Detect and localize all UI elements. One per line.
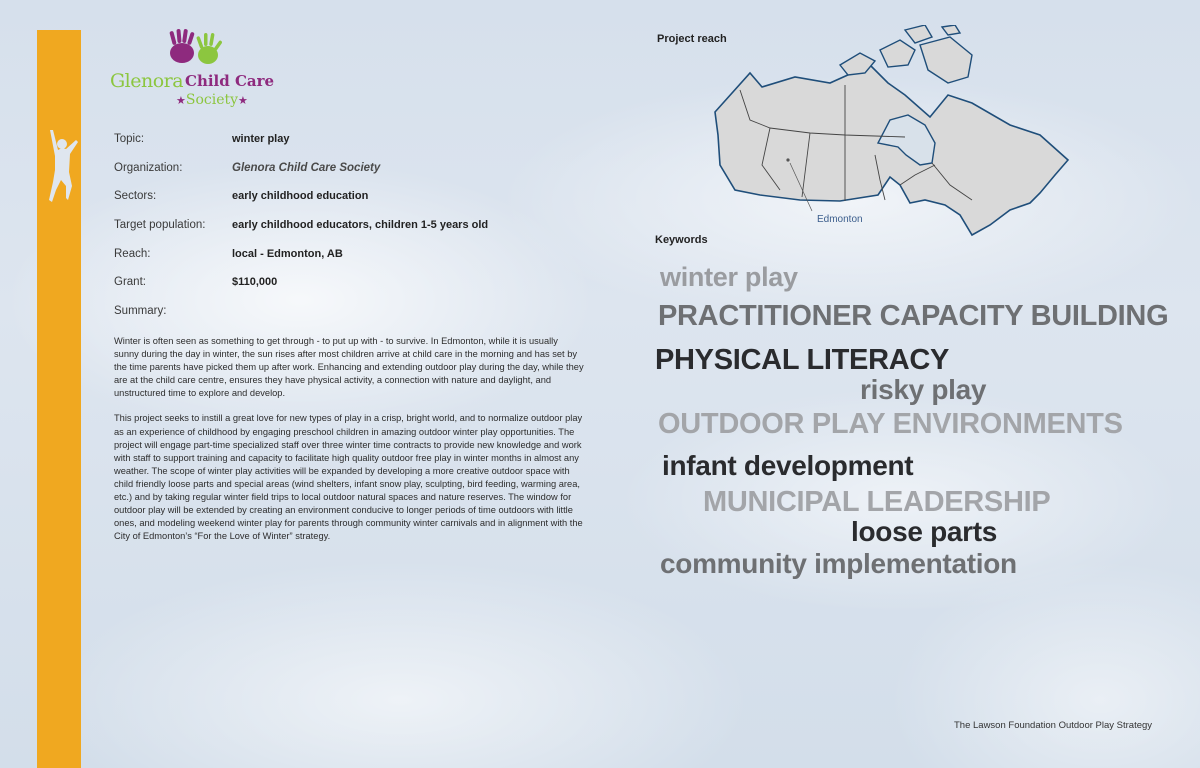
canada-mainland	[715, 65, 1068, 235]
info-row-sectors	[114, 190, 488, 219]
logo-text-child-care: Child Care	[185, 72, 275, 90]
info-value: early childhood education	[232, 190, 369, 203]
keyword-outdoor-play-environments: OUTDOOR PLAY ENVIRONMENTS	[658, 408, 1123, 440]
keyword-risky-play: risky play	[860, 374, 987, 405]
keyword-loose-parts: loose parts	[851, 516, 998, 547]
info-label: Organization:	[114, 161, 183, 174]
logo-text-society: ★Society★	[176, 92, 248, 108]
footer-text: The Lawson Foundation Outdoor Play Strategy	[954, 720, 1153, 731]
jumping-child-icon	[46, 128, 80, 212]
info-row-topic	[114, 133, 488, 162]
handprints-icon	[160, 28, 230, 68]
info-label: Grant:	[114, 276, 146, 289]
info-value: local - Edmonton, AB	[232, 247, 343, 260]
info-value: early childhood educators, children 1-5 years old	[232, 219, 489, 232]
map-label-edmonton: Edmonton	[817, 214, 863, 225]
info-label: Target population:	[114, 219, 206, 232]
keywords-heading: Keywords	[655, 234, 708, 246]
keyword-practitioner-capacity-building: PRACTITIONER CAPACITY BUILDING	[658, 300, 1169, 332]
summary-paragraph: This project seeks to instill a great love for new types of play in a crisp, bright world, and to normalize outdoor play as an experience of childhood by engaging preschool children in amazing outdoor winter play opportunities. The project will engage part-time specialized staff over three winter time contracts to provide new knowledge and work with staff to support training and capacity to facilitate high quality outdoor free play in winter months in almost any weather. The scope of winter play activities will be expanded by developing a more creative outdoor space with child friendly loose parts and special areas (wind shelters, infant snow play, sculpting, bird feeding, warming area, etc.) and by taking regular winter field trips to local outdoor natural spaces and nature reserves. The window for outdoor play will be extended by creating an environment conducive to longer periods of time outdoors with little ones, and modeling weekend winter play for parents through community winter carnivals and in alignment with the City of Edmonton’s “For the Love of Winter” strategy.	[114, 413, 583, 542]
summary-text	[114, 335, 584, 555]
keyword-physical-literacy: PHYSICAL LITERACY	[655, 344, 950, 376]
info-value: Glenora Child Care Society	[232, 161, 381, 174]
keyword-infant-development: infant development	[662, 450, 914, 481]
star-icon: ★	[176, 94, 186, 107]
canada-map	[710, 25, 1080, 237]
info-label: Sectors:	[114, 190, 157, 203]
keyword-community-implementation: community implementation	[660, 548, 1017, 579]
info-row-summary	[114, 305, 488, 334]
info-label: Reach:	[114, 247, 151, 260]
info-row-grant	[114, 276, 488, 305]
info-row-reach	[114, 248, 488, 277]
organization-logo	[108, 28, 278, 120]
info-label: Topic:	[114, 133, 145, 145]
info-label: Summary:	[114, 305, 167, 318]
info-value: $110,000	[232, 276, 278, 289]
info-row-organization	[114, 162, 488, 191]
project-info-table	[114, 133, 488, 334]
keyword-municipal-leadership: MUNICIPAL LEADERSHIP	[703, 486, 1051, 518]
info-row-target-population	[114, 219, 488, 248]
keyword-winter-play: winter play	[660, 262, 798, 292]
info-value: winter play	[232, 133, 290, 145]
project-reach-heading: Project reach	[657, 33, 727, 45]
summary-paragraph: Winter is often seen as something to get through - to put up with - to survive. In Edmonton, while it is usually sunny during the day in winter, the sun rises after most children arrive at child care in the morning and has set by the time parents have picked them up after work. Enhancing and extending outdoor play during the day, while they are at the child care centre, ensures they have physical activity, a connection with nature and daylight, and unstructured time to explore and develop.	[114, 336, 584, 399]
logo-text-glenora: Glenora	[110, 70, 184, 92]
star-icon: ★	[238, 94, 248, 107]
